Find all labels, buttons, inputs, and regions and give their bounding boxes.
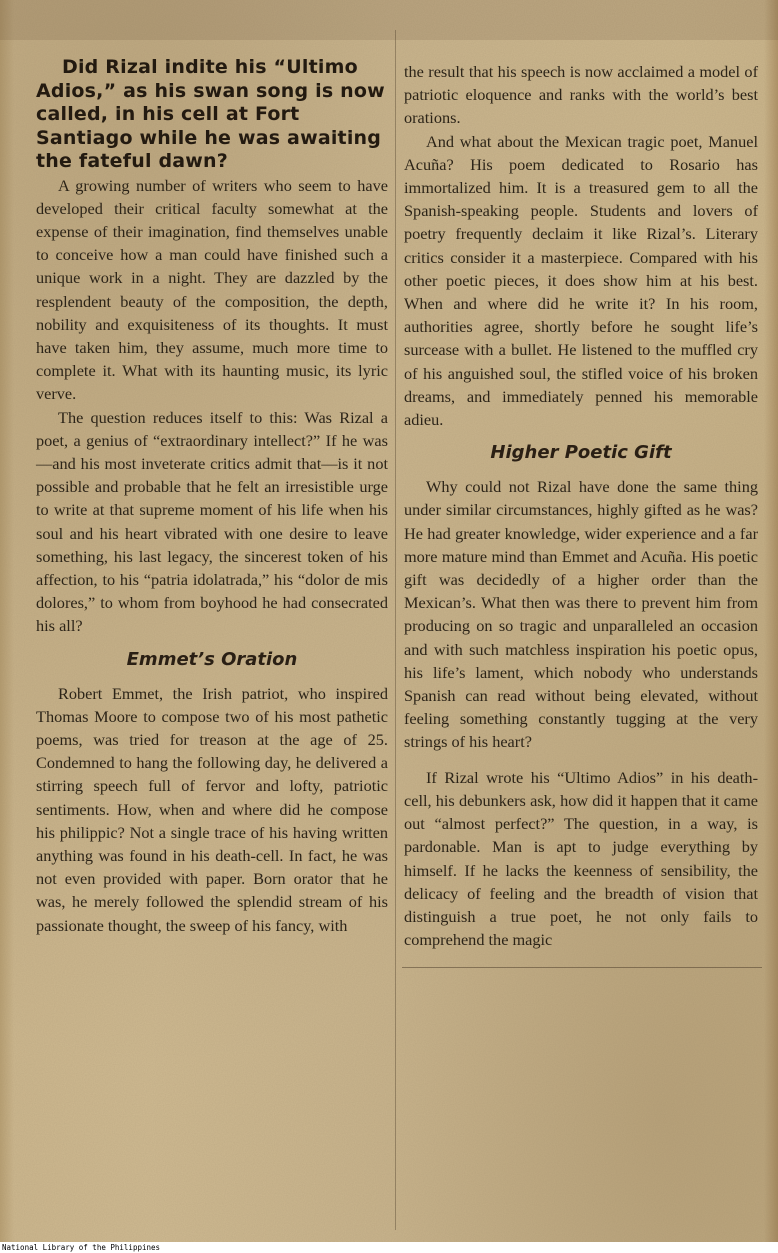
footer-credit: National Library of the Philippines <box>2 1243 161 1252</box>
body-paragraph: the result that his speech is now acclaimed a model of patriotic eloquence and ranks with the world’s best orations. <box>404 62 758 128</box>
body-paragraph: And what about the Mexican tragic poet, Manuel Acuña? His poem dedicated to Rosario has immortalized him. It is a treasured gem to all the Spanish-speaking people. Students and lovers of poetry frequently declaim it like Rizal’s. Literary critics consider it a masterpiece. Compared with his other poetic pieces, it does show him at his best. When and where did he write it? In his room, authorities agree, shortly before he sought life’s surcease with a bullet. He listened to the muffled cry of his anguished soul, the stifled voice of his broken dreams, and immediately penned his memorable adieu. <box>404 131 758 430</box>
body-paragraph: Robert Emmet, the Irish patriot, who inspired Thomas Moore to compose two of his most pathetic poems, was tried for treason at the age of 25. Condemned to hang the following day, he delivered a stirring speech full of fervor and lofty, patriotic sentiments. How, when and where did he compose his philippic? Not a single trace of his having written anything was found in his death-cell. In fact, he was not even provided with paper. Born orator that he was, he merely followed the splendid stream of his passionate thought, the sweep of his fancy, with <box>36 683 388 935</box>
body-paragraph: If Rizal wrote his “Ultimo Adios” in his death-cell, his debunkers ask, how did it happen that it came out “almost perfect?” The question, in a way, is pardonable. Man is apt to judge everything by himself. If he lacks the keenness of sensibility, the delicacy of feeling and the breadth of vision that distinguish a true poet, he not only fails to comprehend the magic <box>404 767 758 950</box>
column-divider <box>395 30 396 1230</box>
body-paragraph: The question reduces itself to this: Was Rizal a poet, a genius of “extraordinary intellect?” If he was—and his most inveterate critics admit that—is it not possible and probable that he felt an irresistible urge to write at that supreme moment of his life when his soul and his heart vibrated with one desire to leave something, his last legacy, the sincerest token of his affection, to his “patria idolatrada,” his “dolor de mis dolores,” to whom from boyhood he had consecrated his all? <box>36 407 388 636</box>
section-rule <box>402 967 762 968</box>
left-column <box>36 56 388 937</box>
article-headline: Did Rizal indite his “Ultimo Adios,” as his swan song is now called, in his cell at Fort Santiago while he was awaiting the fateful dawn? <box>36 56 385 172</box>
section-heading-emmet: Emmet’s Oration <box>126 648 298 670</box>
body-paragraph: Why could not Rizal have done the same thing under similar circumstances, highly gifted as he was? He had greater knowledge, wider experience and a far more mature mind than Emmet and Acuña. His poetic gift was decidedly of a higher order than the Mexican’s. What then was there to prevent him from producing on so tragic and unparalleled an occasion and with such matchless inspiration his poetic opus, his life’s lament, which nobody who understands Spanish can read without being elevated, without feeling something constantly tugging at the very strings of his heart? <box>404 477 758 752</box>
right-column <box>404 60 758 951</box>
section-heading-gift: Higher Poetic Gift <box>490 442 672 464</box>
body-paragraph: A growing number of writers who seem to have developed their critical faculty somewhat at the expense of their imagination, find themselves unable to conceive how a man could have finished such a unique work in a night. They are dazzled by the resplendent beauty of the composition, the depth, nobility and exquisiteness of its thoughts. It must have taken him, they assume, much more time to complete it. What with its haunting music, its lyric verve. <box>36 175 388 404</box>
